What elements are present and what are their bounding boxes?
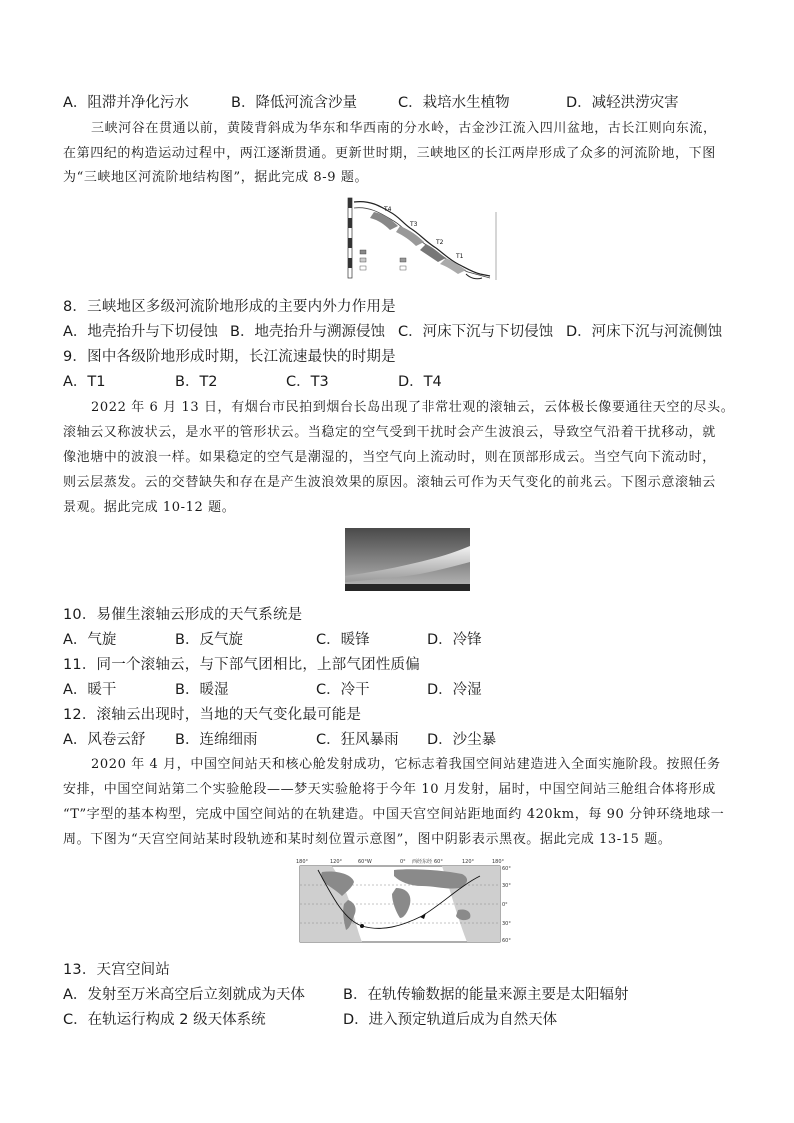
- q10-option-a: A．气旋: [63, 632, 117, 648]
- q12-option-a: A．风卷云舒: [63, 732, 146, 748]
- q7-option-d: D．减轻洪涝灾害: [566, 95, 679, 111]
- q8-stem: 8．三峡地区多级河流阶地形成的主要内外力作用是: [63, 299, 396, 315]
- q9-option-b: B．T2: [175, 374, 218, 390]
- q13-option-b: B．在轨传输数据的能量来源主要是太阳辐射: [343, 987, 629, 1003]
- q12-option-c: C．狂风暴雨: [316, 732, 399, 748]
- passage2-line: 则云层蒸发。云的交替缺失和存在是产生波浪效果的原因。滚轴云可作为天气变化的前兆云。下图示意滚轴云: [63, 475, 716, 490]
- longitude-tick: 60°W: [358, 859, 372, 865]
- q9-option-c: C．T3: [286, 374, 329, 390]
- passage3-line: “T”字型的基本构型，完成中国空间站的在轨建造。中国天宫空间站距地面约 420km，每 90 分钟环绕地球一: [63, 807, 725, 822]
- terrace-label: T2: [436, 239, 444, 246]
- station-position-marker: [360, 924, 364, 928]
- river-terrace-figure: [340, 192, 510, 286]
- q11-option-a: A．暖干: [63, 682, 117, 698]
- longitude-tick: 120°: [330, 859, 343, 865]
- passage1-line: 在第四纪的构造运动过程中，两江逐渐贯通。更新世时期，三峡地区的长江两岸形成了众多的河流阶地，下图: [63, 146, 716, 161]
- longitude-tick: 60°: [434, 859, 443, 865]
- latitude-tick: 30°: [502, 883, 511, 889]
- q13-stem: 13．天宫空间站: [63, 962, 171, 978]
- q10-stem: 10．易催生滚轴云形成的天气系统是: [63, 607, 303, 623]
- q7-option-b: B．降低河流含沙量: [231, 95, 357, 111]
- passage2-line: 像池塘中的波浪一样。如果稳定的空气是潮湿的，当空气向上流动时，则在顶部形成云。当空气向下流动时，: [63, 450, 716, 465]
- q8-option-c: C．河床下沉与下切侵蚀: [398, 324, 554, 340]
- terrace-label: T3: [410, 221, 418, 228]
- q12-option-b: B．连绵细雨: [175, 732, 258, 748]
- terrace-label: T4: [384, 206, 392, 213]
- passage3-line: 周。下图为“天宫空间站某时段轨迹和某时刻位置示意图”，图中阴影表示黑夜。据此完成 13-15 题。: [63, 832, 672, 847]
- latitude-tick: 60°: [502, 938, 511, 944]
- passage1-line: 三峡河谷在贯通以前，黄陵背斜成为华东和华西南的分水岭，古金沙江流入四川盆地，古长江则向东流，: [91, 121, 717, 136]
- q13-option-c: C．在轨运行构成 2 级天体系统: [63, 1012, 266, 1028]
- passage2-line: 滚轴云又称波状云，是水平的管形状云。当稳定的空气受到干扰时会产生波浪云，导致空气沿着干扰移动，就: [63, 425, 716, 440]
- q10-option-b: B．反气旋: [175, 632, 243, 648]
- q13-option-d: D．进入预定轨道后成为自然天体: [343, 1012, 558, 1028]
- longitude-tick: 180°: [296, 859, 309, 865]
- passage2-line: 2022 年 6 月 13 日，有烟台市民拍到烟台长岛出现了非常壮观的滚轴云，云体极长像要通往天空的尽头。: [91, 400, 735, 415]
- passage1-line: 为“三峡地区河流阶地结构图”，据此完成 8-9 题。: [63, 170, 369, 185]
- q8-option-a: A．地壳抬升与下切侵蚀: [63, 324, 218, 340]
- q7-option-c: C．栽培水生植物: [398, 95, 510, 111]
- q12-option-d: D．沙尘暴: [427, 732, 497, 748]
- ground-strip: [345, 584, 470, 591]
- q7-option-a: A．阻滞并净化污水: [63, 95, 189, 111]
- q8-option-b: B．地壳抬升与溯源侵蚀: [230, 324, 385, 340]
- q10-option-c: C．暖锋: [316, 632, 370, 648]
- q11-option-b: B．暖湿: [175, 682, 229, 698]
- longitude-caption: 西经东经: [412, 859, 433, 865]
- longitude-tick: 0°: [400, 859, 406, 865]
- q9-option-d: D．T4: [398, 374, 442, 390]
- latitude-tick: 60°: [502, 866, 511, 872]
- q11-stem: 11．同一个滚轴云，与下部气团相比，上部气团性质偏: [63, 657, 420, 673]
- longitude-tick: 180°: [492, 859, 505, 865]
- roll-cloud-photo: [345, 528, 470, 591]
- terrace-label: T1: [456, 253, 464, 260]
- q10-option-d: D．冷锋: [427, 632, 482, 648]
- passage3-line: 安排，中国空间站第二个实验舱段——梦天实验舱将于今年 10 月发射，届时，中国空间站三舱组合体将形成: [63, 782, 716, 797]
- q13-option-a: A．发射至万米高空后立刻就成为天体: [63, 987, 305, 1003]
- q12-stem: 12．滚轴云出现时，当地的天气变化最可能是: [63, 707, 362, 723]
- passage3-line: 2020 年 4 月，中国空间站天和核心舱发射成功，它标志着我国空间站建造进入全面实施阶段。按照任务: [91, 757, 721, 772]
- orbit-world-map: [292, 856, 514, 946]
- q11-option-c: C．冷干: [316, 682, 370, 698]
- passage2-line: 景观。据此完成 10-12 题。: [63, 500, 236, 515]
- q9-option-a: A．T1: [63, 374, 106, 390]
- latitude-tick: 0°: [502, 902, 508, 908]
- latitude-tick: 30°: [502, 921, 511, 927]
- q8-option-d: D．河床下沉与河流侧蚀: [566, 324, 723, 340]
- longitude-tick: 120°: [462, 859, 475, 865]
- q11-option-d: D．冷湿: [427, 682, 482, 698]
- q9-stem: 9．图中各级阶地形成时期，长江流速最快的时期是: [63, 349, 396, 365]
